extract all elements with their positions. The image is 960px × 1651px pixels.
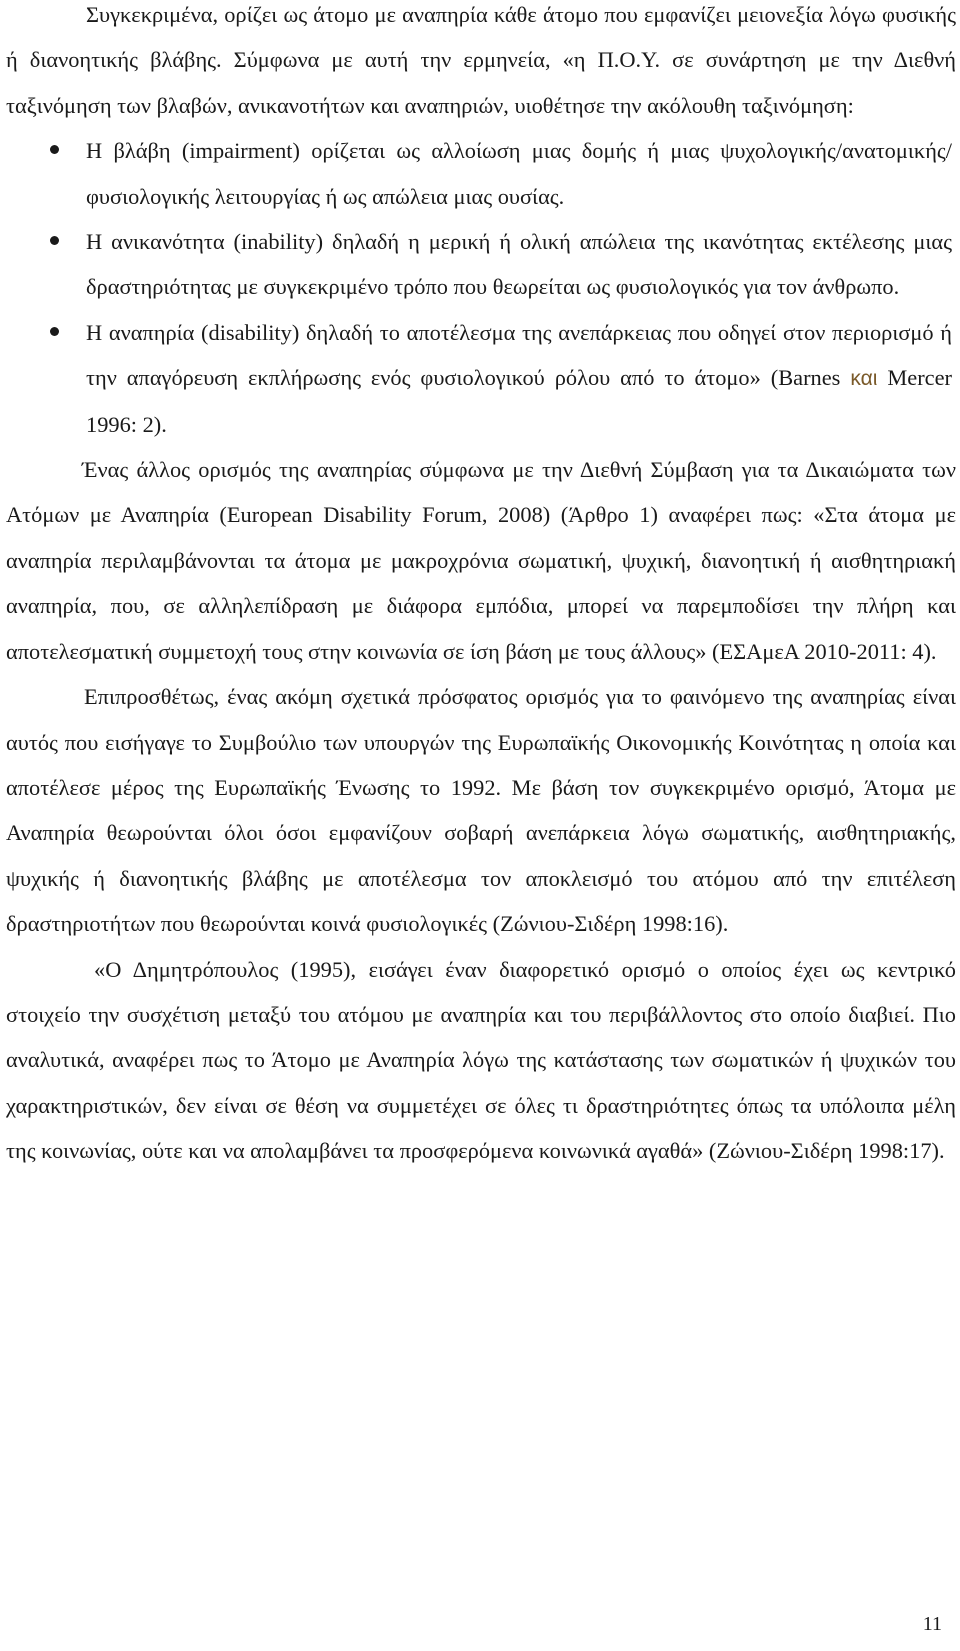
list-item-disability [6, 310, 956, 447]
list-item-impairment [6, 128, 956, 219]
paragraph-dimitropoulos-definition: «Ο Δημητρόπουλος (1995), εισάγει έναν διαφορετικό ορισμό ο οποίος έχει ως κεντρικό στοιχείο την συσχέτιση μεταξύ του ατόμου με αναπηρία και του περιβάλλοντος στο οποίο διαβιεί. Πιο αναλυτικά, αναφέρει πως το Άτομο με Αναπηρία λόγω της κατάστασης των σωματικών ή ψυχικών του χαρακτηριστικών, δεν είναι σε θέση να συμμετέχει σε όλες τι δραστηριότητες όπως τα υπόλοιπα μέλη της κοινωνίας, ούτε και να απολαμβάνει τα προσφερόμενα κοινωνικά αγαθά» (Ζώνιου-Σιδέρη 1998:17). [6, 956, 956, 1164]
page-number: 11 [922, 1613, 942, 1635]
list-item-text: Η ανικανότητα (inability) δηλαδή η μερική ή ολική απώλεια της ικανότητας εκτέλεσης μιας δραστηριότητας με συγκεκριμένο τρόπο που θεωρείται ως φυσιολογικός για τον άνθρωπο. [86, 229, 952, 300]
document-page [6, 0, 956, 1174]
bullet-icon [50, 236, 59, 245]
list-item-inability [6, 219, 956, 310]
list-item-text-end: Mercer 1996: 2). [86, 365, 952, 437]
paragraph-convention-definition: Ένας άλλος ορισμός της αναπηρίας σύμφωνα με την Διεθνή Σύμβαση για τα Δικαιώματα των Ατόμων με Αναπηρία (European Disability Forum, 2008) (Άρθρο 1) αναφέρει πως: «Στα άτομα με αναπηρία περιλαμβάνονται τα άτομα με μακροχρόνια σωματική, ψυχική, διανοητική ή αισθητηριακή αναπηρία, που, σε αλληλεπίδραση με διάφορα εμπόδια, μπορεί να παρεμποδίσει την πλήρη και αποτελεσματική συμμετοχή τους στην κοινωνία σε ίση βάση με τους άλλους» (ΕΣΑμεΑ 2010-2011: 4). [6, 457, 956, 664]
bullet-icon [50, 145, 59, 154]
bullet-icon [50, 327, 59, 336]
opening-paragraph: Συγκεκριμένα, ορίζει ως άτομο με αναπηρία κάθε άτομο που εμφανίζει μειονεξία λόγω φυσικής ή διανοητικής βλάβης. Σύμφωνα με αυτή την ερμηνεία, «η Π.Ο.Υ. σε συνάρτηση με την Διεθνή ταξινόμηση των βλαβών, ανικανοτήτων και αναπηριών, υιοθέτησε την ακόλουθη ταξινόμηση: [6, 2, 956, 118]
citation-conjunction: και [850, 367, 878, 391]
list-item-text-start: Η αναπηρία (disability) δηλαδή το αποτέλεσμα της ανεπάρκειας που οδηγεί στον περιορισμό ή την απαγόρευση εκπλήρωσης ενός φυσιολογικού ρόλου από το άτομο» (Barnes [86, 319, 952, 391]
classification-list [6, 128, 956, 447]
paragraph-eec-definition: Επιπροσθέτως, ένας ακόμη σχετικά πρόσφατος ορισμός για το φαινόμενο της αναπηρίας είναι αυτός που εισήγαγε το Συμβούλιο των υπουργών της Ευρωπαϊκής Οικονομικής Κοινότητας η οποία και αποτέλεσε μέρος της Ευρωπαϊκής Ένωσης το 1992. Με βάση τον συγκεκριμένο ορισμό, Άτομα με Αναπηρία θεωρούνται όλοι όσοι εμφανίζουν σοβαρή ανεπάρκεια λόγω σωματικής, αισθητηριακής, ψυχικής ή διανοητικής βλάβης με αποτέλεσμα τον αποκλεισμό του ατόμου από την επιτέλεση δραστηριοτήτων που θεωρούνται κοινά φυσιολογικές (Ζώνιου-Σιδέρη 1998:16). [6, 684, 956, 937]
list-item-text: Η βλάβη (impairment) ορίζεται ως αλλοίωση μιας δομής ή μιας ψυχολογικής/ανατομικής/φυσιολογικής λειτουργίας ή ως απώλεια μιας ουσίας. [86, 138, 952, 209]
